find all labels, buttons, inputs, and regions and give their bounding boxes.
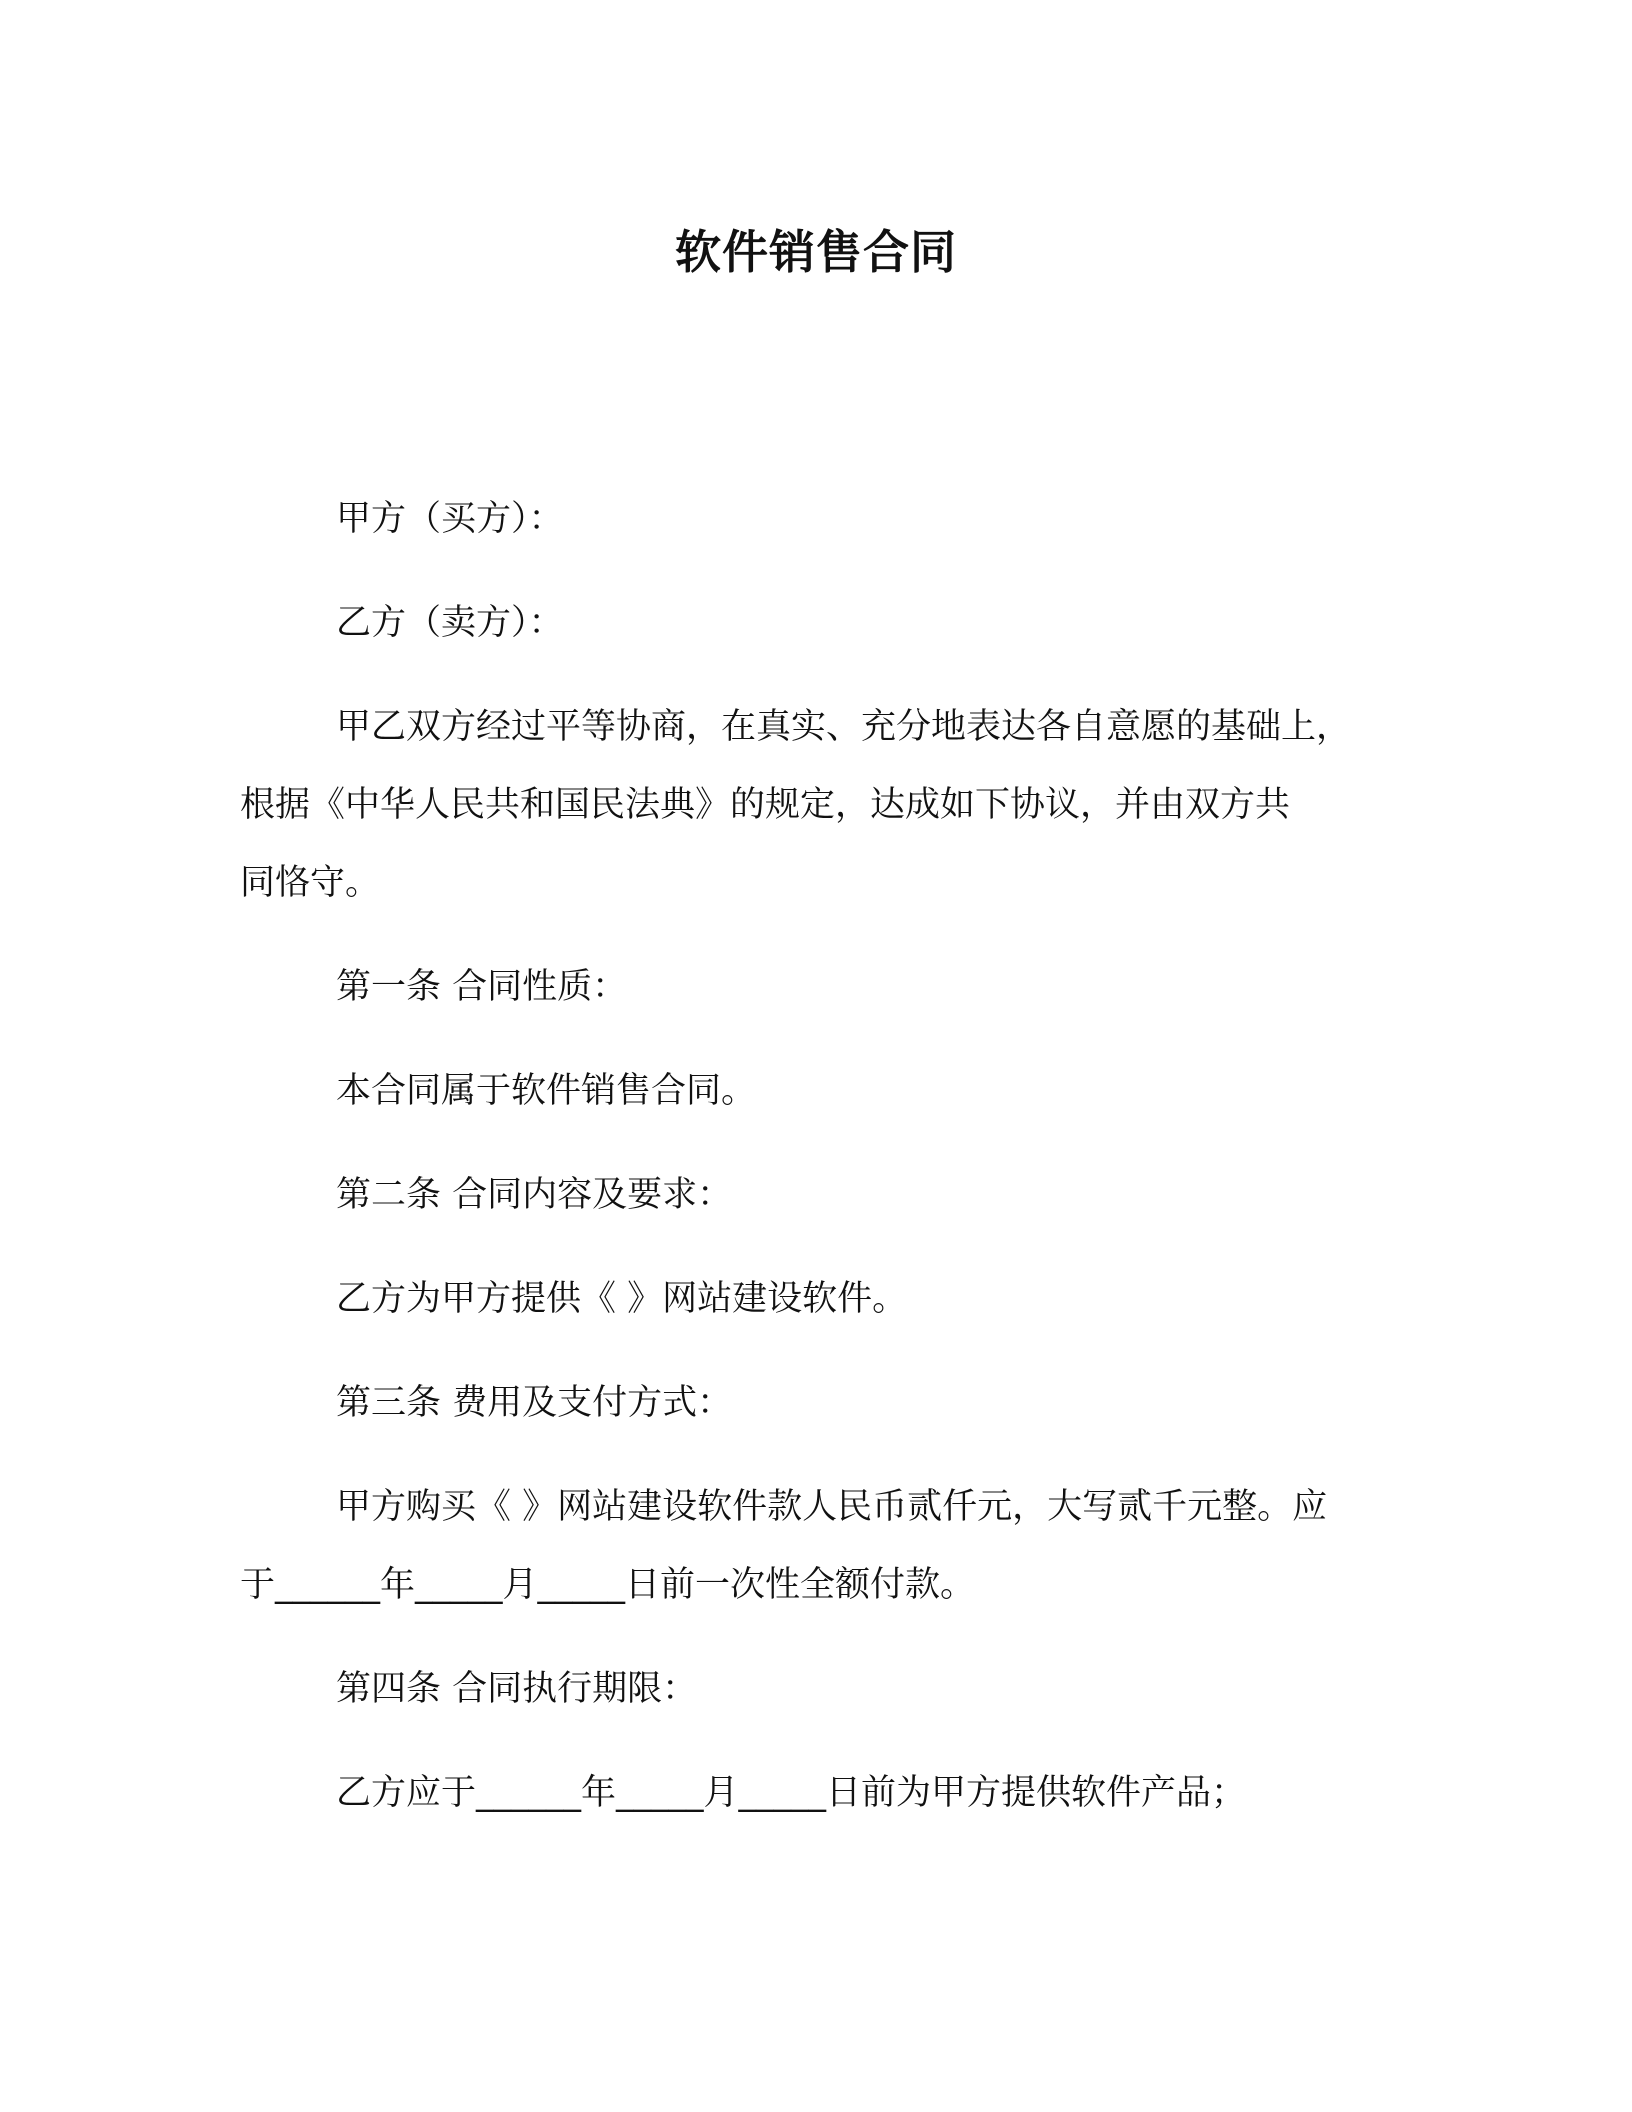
preamble-line-2: 根据《中华人民共和国民法典》的规定，达成如下协议，并由双方共 xyxy=(240,785,1291,825)
article1-heading: 第一条 合同性质： xyxy=(336,967,628,1007)
party-b-line: 乙方（卖方）： xyxy=(336,603,564,643)
preamble-line-1: 甲乙双方经过平等协商，在真实、充分地表达各自意愿的基础上， xyxy=(336,707,1352,747)
article4-heading: 第四条 合同执行期限： xyxy=(336,1669,698,1709)
document-body xyxy=(240,480,1400,1832)
article2-heading: 第二条 合同内容及要求： xyxy=(336,1175,733,1215)
article4-text: 乙方应于______年_____月_____日前为甲方提供软件产品； xyxy=(336,1773,1247,1813)
article3-line-1: 甲方购买《 》网站建设软件款人民币贰仟元，大写贰千元整。应 xyxy=(336,1487,1328,1527)
preamble-line-3: 同恪守。 xyxy=(240,863,381,903)
article3-line-2: 于______年_____月_____日前一次性全额付款。 xyxy=(240,1565,976,1605)
article2-text: 乙方为甲方提供《 》网站建设软件。 xyxy=(336,1279,908,1319)
article1-text: 本合同属于软件销售合同。 xyxy=(336,1071,757,1111)
article3-heading: 第三条 费用及支付方式： xyxy=(336,1383,733,1423)
party-a-line: 甲方（买方）： xyxy=(336,499,564,539)
document-title: 软件销售合同 xyxy=(675,225,957,279)
